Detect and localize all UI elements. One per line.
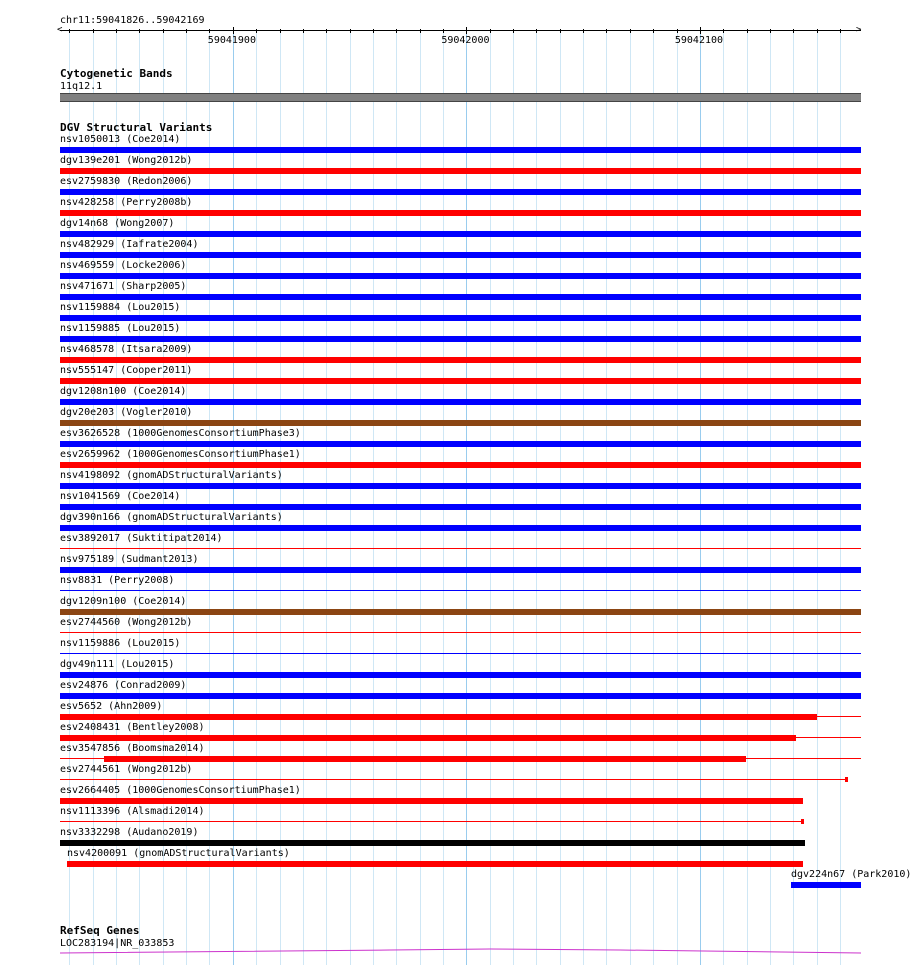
ruler-tick — [747, 29, 748, 33]
sv-feature-label[interactable]: esv2759830 (Redon2006) — [60, 176, 193, 187]
ruler-tick — [466, 27, 467, 34]
sv-feature-bar[interactable] — [60, 315, 861, 321]
sv-feature-bar[interactable] — [60, 189, 861, 195]
sv-feature-line[interactable] — [60, 779, 847, 780]
sv-feature-bar[interactable] — [791, 882, 861, 888]
ruler-tick — [396, 29, 397, 33]
sv-feature-bar[interactable] — [60, 840, 805, 846]
ruler-tick — [69, 29, 70, 33]
ruler-tick — [93, 29, 94, 33]
sv-feature-label[interactable]: esv3547856 (Boomsma2014) — [60, 743, 205, 754]
refseq-gene-line[interactable] — [60, 946, 861, 956]
sv-feature-bar[interactable] — [60, 672, 861, 678]
sv-feature-label[interactable]: nsv3332298 (Audano2019) — [60, 827, 199, 838]
sv-feature-label[interactable]: nsv471671 (Sharp2005) — [60, 281, 187, 292]
ruler-tick — [536, 29, 537, 33]
sv-feature-bar[interactable] — [60, 378, 861, 384]
sv-feature-label[interactable]: nsv1041569 (Coe2014) — [60, 491, 181, 502]
sv-feature-label[interactable]: dgv49n111 (Lou2015) — [60, 659, 175, 670]
ruler-tick-label: 59042100 — [674, 35, 724, 46]
sv-feature-bar[interactable] — [60, 609, 861, 615]
sv-feature-bar[interactable] — [60, 483, 861, 489]
sv-feature-label[interactable]: esv3626528 (1000GenomesConsortiumPhase3) — [60, 428, 301, 439]
sv-feature-label[interactable]: esv2408431 (Bentley2008) — [60, 722, 205, 733]
sv-feature-bar[interactable] — [60, 714, 817, 720]
ruler-tick — [420, 29, 421, 33]
sv-feature-bar[interactable] — [60, 504, 861, 510]
sv-feature-label[interactable]: dgv14n68 (Wong2007) — [60, 218, 175, 229]
sv-feature-label[interactable]: dgv1209n100 (Coe2014) — [60, 596, 187, 607]
sv-feature-bar[interactable] — [60, 252, 861, 258]
sv-feature-bar[interactable] — [60, 567, 861, 573]
sv-feature-label[interactable]: nsv4200091 (gnomADStructuralVariants) — [67, 848, 290, 859]
sv-feature-end-cap[interactable] — [801, 819, 804, 824]
ruler-tick — [793, 29, 794, 33]
ruler-tick — [677, 29, 678, 33]
cytoband-label: 11q12.1 — [60, 81, 103, 92]
cytoband-track-title: Cytogenetic Bands — [60, 67, 173, 80]
ruler-tick — [350, 29, 351, 33]
ruler-tick — [443, 29, 444, 33]
sv-feature-bar[interactable] — [60, 462, 861, 468]
sv-feature-line[interactable] — [60, 653, 861, 654]
sv-feature-label[interactable]: nsv1159886 (Lou2015) — [60, 638, 181, 649]
ruler-tick — [583, 29, 584, 33]
sv-feature-label[interactable]: nsv1050013 (Coe2014) — [60, 134, 181, 145]
ruler-tick — [116, 29, 117, 33]
sv-feature-label[interactable]: esv24876 (Conrad2009) — [60, 680, 187, 691]
ruler-tick — [817, 29, 818, 33]
ruler-axis[interactable] — [60, 30, 861, 31]
sv-feature-label[interactable]: dgv20e203 (Vogler2010) — [60, 407, 193, 418]
ruler-tick — [560, 29, 561, 33]
ruler-tick — [606, 29, 607, 33]
sv-feature-bar[interactable] — [60, 231, 861, 237]
ruler-tick — [770, 29, 771, 33]
sv-feature-label[interactable]: nsv469559 (Locke2006) — [60, 260, 187, 271]
sv-feature-bar[interactable] — [60, 147, 861, 153]
region-label: chr11:59041826..59042169 — [60, 15, 205, 26]
sv-feature-label[interactable]: esv2744561 (Wong2012b) — [60, 764, 193, 775]
scroll-right-icon[interactable]: > — [856, 25, 862, 35]
sv-feature-line[interactable] — [60, 590, 861, 591]
ruler-tick — [513, 29, 514, 33]
sv-feature-label[interactable]: esv2659962 (1000GenomesConsortiumPhase1) — [60, 449, 301, 460]
sv-feature-label[interactable]: nsv1113396 (Alsmadi2014) — [60, 806, 205, 817]
sv-feature-bar[interactable] — [60, 273, 861, 279]
ruler-tick — [256, 29, 257, 33]
sv-feature-label[interactable]: esv2664405 (1000GenomesConsortiumPhase1) — [60, 785, 301, 796]
sv-feature-end-cap[interactable] — [845, 777, 848, 782]
refseq-gene-label[interactable]: LOC283194|NR_033853 — [60, 938, 175, 949]
ruler-tick — [209, 29, 210, 33]
sv-feature-bar[interactable] — [60, 168, 861, 174]
ruler-tick — [303, 29, 304, 33]
sv-feature-label[interactable]: nsv1159884 (Lou2015) — [60, 302, 181, 313]
dgv-track-title: DGV Structural Variants — [60, 121, 213, 134]
ruler-tick — [373, 29, 374, 33]
sv-feature-label[interactable]: nsv1159885 (Lou2015) — [60, 323, 181, 334]
scroll-left-icon[interactable]: < — [57, 25, 63, 35]
ruler-tick — [280, 29, 281, 33]
sv-feature-line[interactable] — [60, 821, 803, 822]
sv-feature-label[interactable]: esv2744560 (Wong2012b) — [60, 617, 193, 628]
sv-feature-line[interactable] — [60, 548, 861, 549]
sv-feature-bar[interactable] — [67, 861, 803, 867]
ruler-tick — [139, 29, 140, 33]
sv-feature-label[interactable]: nsv8831 (Perry2008) — [60, 575, 175, 586]
ruler-tick — [630, 29, 631, 33]
sv-feature-bar[interactable] — [60, 693, 861, 699]
sv-feature-label[interactable]: nsv468578 (Itsara2009) — [60, 344, 193, 355]
ruler-tick — [326, 29, 327, 33]
sv-feature-label[interactable]: esv5652 (Ahn2009) — [60, 701, 163, 712]
ruler-tick-label: 59041900 — [207, 35, 256, 46]
sv-feature-bar[interactable] — [60, 294, 861, 300]
sv-feature-label[interactable]: dgv390n166 (gnomADStructuralVariants) — [60, 512, 283, 523]
sv-feature-label[interactable]: dgv1208n100 (Coe2014) — [60, 386, 187, 397]
sv-feature-line[interactable] — [60, 632, 861, 633]
sv-feature-bar[interactable] — [60, 798, 803, 804]
ruler-tick-label: 59042000 — [441, 35, 490, 46]
sv-feature-bar[interactable] — [60, 357, 861, 363]
sv-feature-label[interactable]: nsv482929 (Iafrate2004) — [60, 239, 199, 250]
sv-feature-label[interactable]: nsv428258 (Perry2008b) — [60, 197, 193, 208]
sv-feature-bar[interactable] — [60, 210, 861, 216]
ruler-tick — [186, 29, 187, 33]
ruler-tick — [233, 27, 234, 34]
ruler-tick — [490, 29, 491, 33]
sv-feature-bar[interactable] — [60, 735, 796, 741]
cytoband-bar[interactable] — [60, 93, 861, 102]
sv-feature-bar[interactable] — [60, 420, 861, 426]
ruler-tick — [723, 29, 724, 33]
sv-feature-label[interactable]: nsv555147 (Cooper2011) — [60, 365, 193, 376]
ruler-tick — [700, 27, 701, 34]
sv-feature-label[interactable]: esv3892017 (Suktitipat2014) — [60, 533, 223, 544]
sv-feature-label[interactable]: dgv224n67 (Park2010) — [791, 869, 911, 880]
sv-feature-bar[interactable] — [60, 525, 861, 531]
sv-feature-bar[interactable] — [60, 399, 861, 405]
refseq-track-title: RefSeq Genes — [60, 924, 140, 937]
sv-feature-label[interactable]: nsv975189 (Sudmant2013) — [60, 554, 199, 565]
ruler-tick — [163, 29, 164, 33]
ruler-tick — [653, 29, 654, 33]
sv-feature-bar[interactable] — [60, 441, 861, 447]
ruler-tick — [840, 29, 841, 33]
sv-feature-bar[interactable] — [104, 756, 746, 762]
sv-feature-label[interactable]: dgv139e201 (Wong2012b) — [60, 155, 193, 166]
sv-feature-bar[interactable] — [60, 336, 861, 342]
sv-feature-label[interactable]: nsv4198092 (gnomADStructuralVariants) — [60, 470, 283, 481]
